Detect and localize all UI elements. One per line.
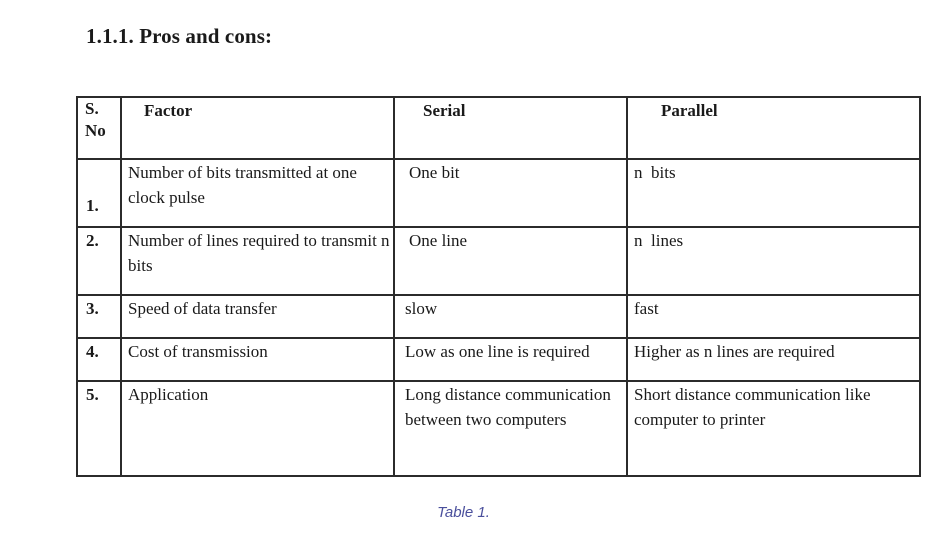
cell-factor: Application — [121, 381, 394, 476]
header-factor: Factor — [121, 97, 394, 159]
header-parallel: Parallel — [627, 97, 920, 159]
table-row — [77, 381, 920, 476]
table-row — [77, 338, 920, 381]
table-row — [77, 227, 920, 295]
cell-factor: Cost of transmission — [121, 338, 394, 381]
cell-parallel: Higher as n lines are required — [627, 338, 920, 381]
cell-sno: 2. — [77, 227, 121, 295]
cell-sno: 4. — [77, 338, 121, 381]
cell-factor: Number of bits transmitted at one clock pulse — [121, 159, 394, 227]
cell-sno: 5. — [77, 381, 121, 476]
header-sno: S. No — [77, 97, 121, 159]
cell-serial: slow — [394, 295, 627, 338]
table-caption — [0, 504, 931, 521]
serial-vs-parallel-table — [76, 96, 921, 477]
cell-factor: Speed of data transfer — [121, 295, 394, 338]
table-row — [77, 159, 920, 227]
table-caption-text: Table 1. — [437, 504, 490, 521]
cell-parallel: n lines — [627, 227, 920, 295]
cell-parallel: n bits — [627, 159, 920, 227]
cell-serial: Long distance communication between two computers — [394, 381, 627, 476]
cell-parallel: Short distance communication like computer to printer — [627, 381, 920, 476]
header-serial: Serial — [394, 97, 627, 159]
cell-serial: Low as one line is required — [394, 338, 627, 381]
cell-serial: One line — [394, 227, 627, 295]
cell-serial: One bit — [394, 159, 627, 227]
cell-factor: Number of lines required to transmit n bits — [121, 227, 394, 295]
cell-parallel: fast — [627, 295, 920, 338]
cell-sno: 3. — [77, 295, 121, 338]
section-heading: 1.1.1. Pros and cons: — [86, 24, 273, 48]
cell-sno: 1. — [77, 159, 121, 227]
table-header-row — [77, 97, 920, 159]
table-row — [77, 295, 920, 338]
